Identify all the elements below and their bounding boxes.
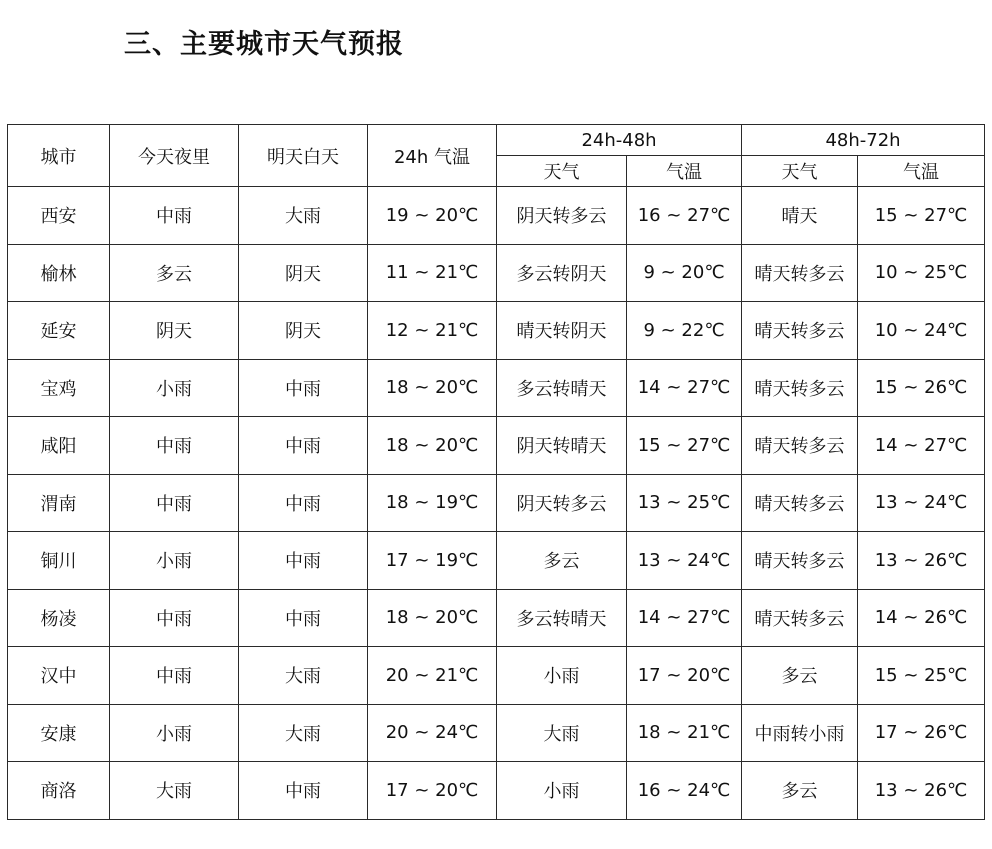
tonight-cell: 小雨: [110, 532, 239, 590]
temp-24h-cell: 20 ~ 24℃: [368, 704, 497, 762]
table-row: [8, 589, 985, 647]
temp-72h-cell: 13 ~ 26℃: [858, 532, 985, 590]
tomorrow-cell: 阴天: [239, 302, 368, 360]
temp-48h-cell: 13 ~ 25℃: [627, 474, 742, 532]
weather-72h-cell: 多云: [742, 647, 858, 705]
tonight-cell: 多云: [110, 244, 239, 302]
temp-24h-cell: 20 ~ 21℃: [368, 647, 497, 705]
city-cell: 商洛: [8, 762, 110, 820]
tomorrow-cell: 阴天: [239, 244, 368, 302]
temp-72h-cell: 13 ~ 24℃: [858, 474, 985, 532]
page-title: 三、主要城市天气预报: [124, 29, 404, 60]
temp-48h-cell: 17 ~ 20℃: [627, 647, 742, 705]
table-row: [8, 532, 985, 590]
tomorrow-cell: 中雨: [239, 359, 368, 417]
weather-48h-cell: 小雨: [497, 762, 627, 820]
temp-24h-cell: 18 ~ 20℃: [368, 589, 497, 647]
tomorrow-cell: 大雨: [239, 187, 368, 245]
city-cell: 咸阳: [8, 417, 110, 475]
weather-forecast-table: [7, 124, 985, 820]
city-cell: 榆林: [8, 244, 110, 302]
city-cell: 延安: [8, 302, 110, 360]
header-weather-48h: 天气: [497, 156, 627, 187]
temp-48h-cell: 14 ~ 27℃: [627, 589, 742, 647]
tonight-cell: 中雨: [110, 417, 239, 475]
temp-48h-cell: 13 ~ 24℃: [627, 532, 742, 590]
temp-24h-cell: 17 ~ 19℃: [368, 532, 497, 590]
weather-72h-cell: 晴天转多云: [742, 474, 858, 532]
city-cell: 安康: [8, 704, 110, 762]
table-row: [8, 704, 985, 762]
weather-48h-cell: 小雨: [497, 647, 627, 705]
temp-72h-cell: 15 ~ 26℃: [858, 359, 985, 417]
table-row: [8, 762, 985, 820]
header-temp-48h: 气温: [627, 156, 742, 187]
table-row: [8, 359, 985, 417]
city-cell: 宝鸡: [8, 359, 110, 417]
temp-48h-cell: 18 ~ 21℃: [627, 704, 742, 762]
table-row: [8, 647, 985, 705]
temp-72h-cell: 13 ~ 26℃: [858, 762, 985, 820]
table-row: [8, 417, 985, 475]
table-row: [8, 187, 985, 245]
weather-72h-cell: 晴天转多云: [742, 532, 858, 590]
temp-72h-cell: 14 ~ 26℃: [858, 589, 985, 647]
header-range-48-72: 48h-72h: [742, 125, 985, 156]
tonight-cell: 小雨: [110, 704, 239, 762]
weather-72h-cell: 晴天转多云: [742, 359, 858, 417]
weather-48h-cell: 大雨: [497, 704, 627, 762]
weather-72h-cell: 晴天: [742, 187, 858, 245]
temp-72h-cell: 10 ~ 24℃: [858, 302, 985, 360]
table-row: [8, 244, 985, 302]
temp-48h-cell: 16 ~ 24℃: [627, 762, 742, 820]
weather-72h-cell: 多云: [742, 762, 858, 820]
header-tonight: 今天夜里: [110, 125, 239, 187]
header-tomorrow: 明天白天: [239, 125, 368, 187]
city-cell: 西安: [8, 187, 110, 245]
header-weather-72h: 天气: [742, 156, 858, 187]
temp-24h-cell: 18 ~ 19℃: [368, 474, 497, 532]
city-cell: 渭南: [8, 474, 110, 532]
header-range-24-48: 24h-48h: [497, 125, 742, 156]
temp-72h-cell: 15 ~ 27℃: [858, 187, 985, 245]
tomorrow-cell: 中雨: [239, 532, 368, 590]
tomorrow-cell: 中雨: [239, 589, 368, 647]
weather-72h-cell: 晴天转多云: [742, 244, 858, 302]
tomorrow-cell: 中雨: [239, 474, 368, 532]
temp-48h-cell: 9 ~ 22℃: [627, 302, 742, 360]
tomorrow-cell: 大雨: [239, 704, 368, 762]
weather-48h-cell: 阴天转多云: [497, 187, 627, 245]
header-temp-72h: 气温: [858, 156, 985, 187]
temp-24h-cell: 18 ~ 20℃: [368, 359, 497, 417]
temp-24h-cell: 12 ~ 21℃: [368, 302, 497, 360]
weather-72h-cell: 晴天转多云: [742, 417, 858, 475]
temp-24h-cell: 17 ~ 20℃: [368, 762, 497, 820]
header-city: 城市: [8, 125, 110, 187]
tonight-cell: 中雨: [110, 474, 239, 532]
tonight-cell: 中雨: [110, 647, 239, 705]
tonight-cell: 小雨: [110, 359, 239, 417]
weather-48h-cell: 多云转晴天: [497, 359, 627, 417]
temp-24h-cell: 18 ~ 20℃: [368, 417, 497, 475]
temp-48h-cell: 9 ~ 20℃: [627, 244, 742, 302]
tonight-cell: 大雨: [110, 762, 239, 820]
weather-48h-cell: 晴天转阴天: [497, 302, 627, 360]
tonight-cell: 阴天: [110, 302, 239, 360]
weather-72h-cell: 中雨转小雨: [742, 704, 858, 762]
tonight-cell: 中雨: [110, 187, 239, 245]
tomorrow-cell: 中雨: [239, 417, 368, 475]
temp-72h-cell: 17 ~ 26℃: [858, 704, 985, 762]
weather-48h-cell: 阴天转多云: [497, 474, 627, 532]
weather-48h-cell: 多云转阴天: [497, 244, 627, 302]
tomorrow-cell: 中雨: [239, 762, 368, 820]
temp-48h-cell: 16 ~ 27℃: [627, 187, 742, 245]
city-cell: 铜川: [8, 532, 110, 590]
weather-72h-cell: 晴天转多云: [742, 589, 858, 647]
temp-24h-cell: 19 ~ 20℃: [368, 187, 497, 245]
weather-72h-cell: 晴天转多云: [742, 302, 858, 360]
temp-48h-cell: 14 ~ 27℃: [627, 359, 742, 417]
weather-48h-cell: 多云转晴天: [497, 589, 627, 647]
temp-72h-cell: 15 ~ 25℃: [858, 647, 985, 705]
weather-48h-cell: 阴天转晴天: [497, 417, 627, 475]
table-row: [8, 474, 985, 532]
table-row: [8, 302, 985, 360]
city-cell: 杨凌: [8, 589, 110, 647]
temp-48h-cell: 15 ~ 27℃: [627, 417, 742, 475]
temp-24h-cell: 11 ~ 21℃: [368, 244, 497, 302]
city-cell: 汉中: [8, 647, 110, 705]
weather-48h-cell: 多云: [497, 532, 627, 590]
temp-72h-cell: 14 ~ 27℃: [858, 417, 985, 475]
tomorrow-cell: 大雨: [239, 647, 368, 705]
tonight-cell: 中雨: [110, 589, 239, 647]
header-temp-24h: 24h 气温: [368, 125, 497, 187]
temp-72h-cell: 10 ~ 25℃: [858, 244, 985, 302]
